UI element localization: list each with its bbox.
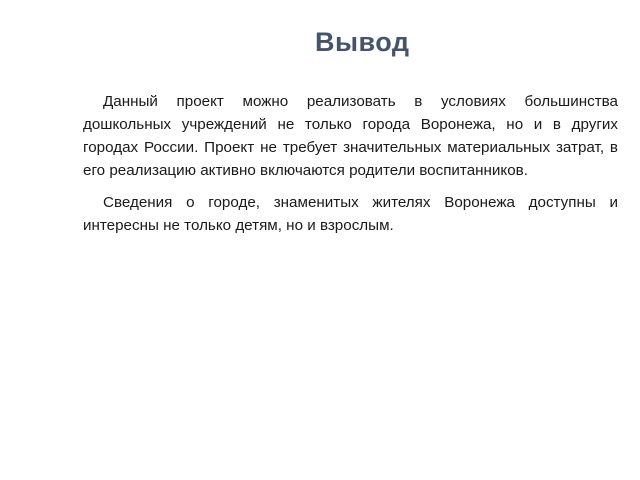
slide-title: Вывод — [315, 27, 410, 57]
paragraph-project-summary: Данный проект можно реализовать в условиях большинства дошкольных учреждений не только города Воронежа, но и в других городах России. Проект не требует значительных материальных затрат, в его реализацию активно включаются родители воспитанников. — [83, 93, 618, 179]
paragraph-city-info: Сведения о городе, знаменитых жителях Воронежа доступны и интересны не только детям, но и взрослым. — [83, 194, 618, 234]
slide-body — [83, 90, 618, 246]
